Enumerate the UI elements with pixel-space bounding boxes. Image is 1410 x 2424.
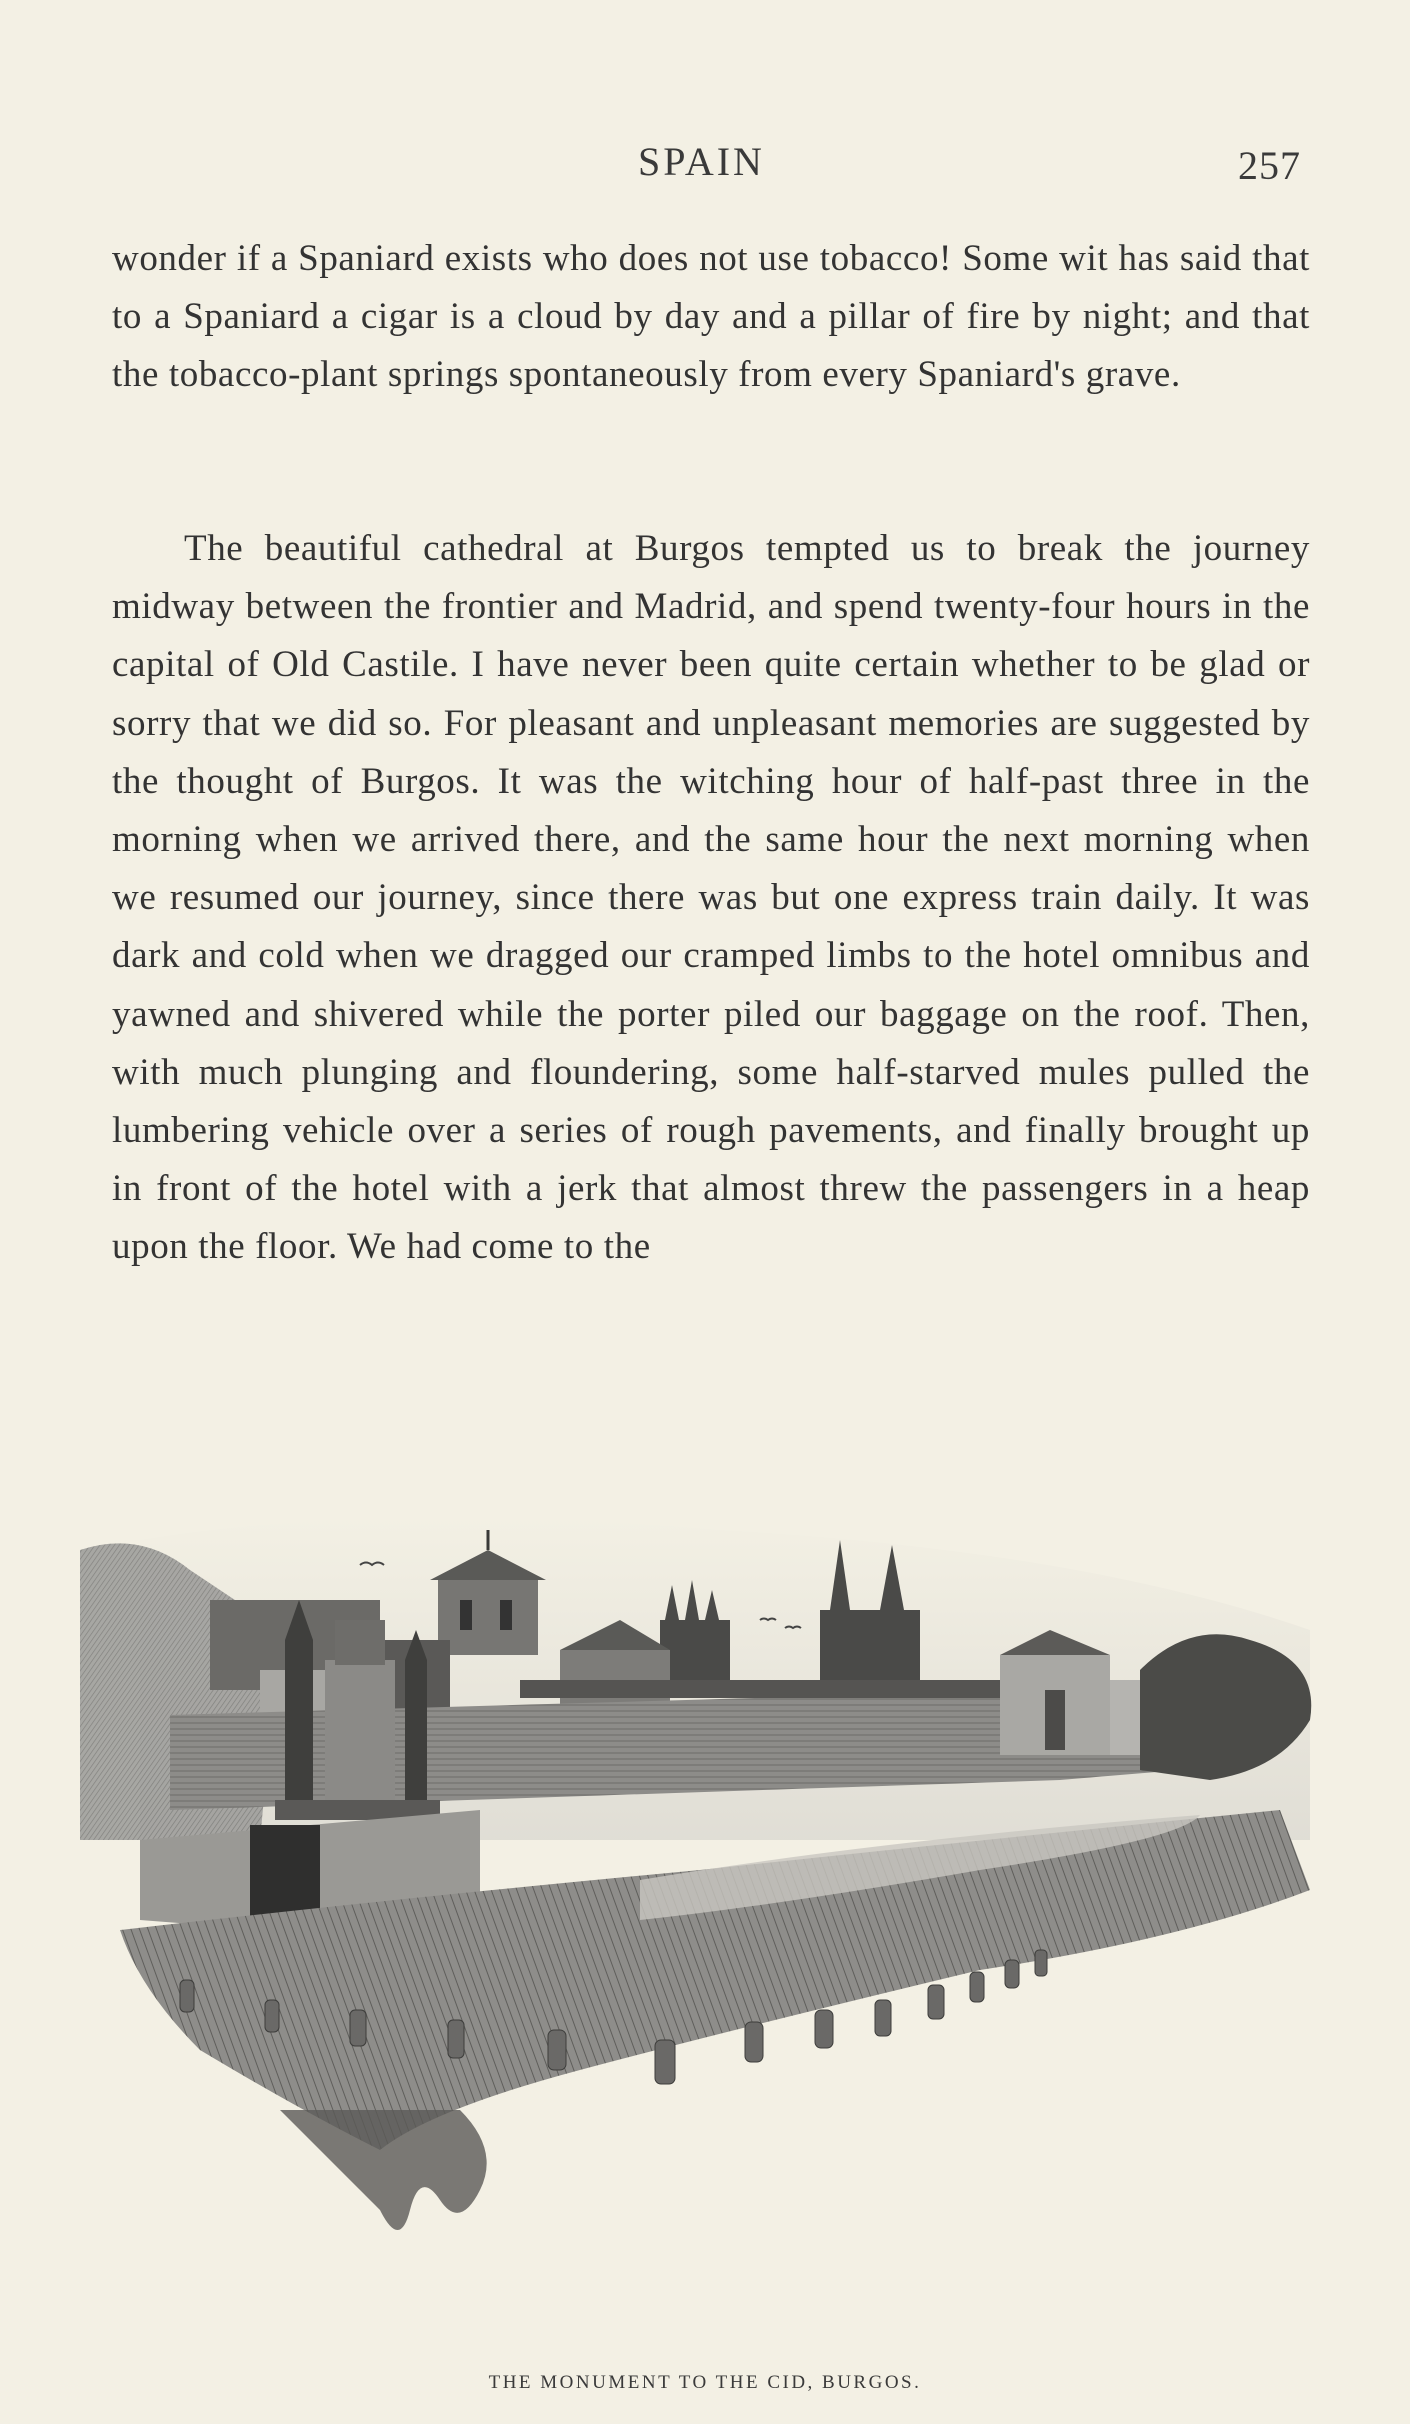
- cid-monument: [275, 1600, 440, 1820]
- figure-caption: THE MONUMENT TO THE CID, BURGOS.: [488, 2372, 922, 2393]
- running-head: [0, 138, 1410, 188]
- foreground-weeds: [280, 2110, 487, 2230]
- wall-coping: [520, 1680, 1060, 1698]
- paragraph-continuation: [112, 230, 1310, 405]
- paragraph-text: wonder if a Spaniard exists who does not use tobacco! Some wit has said that to a Spaniard a cigar is a cloud by day and a pillar of fire by night; and that the tobacco-plant springs spontaneously from every Spaniard's grave.: [112, 238, 1310, 396]
- page-number: 257: [1238, 143, 1301, 188]
- engraving-illustration: [80, 1510, 1350, 2350]
- paragraph-burgos: [112, 520, 1310, 1277]
- paragraph-text: The beautiful cathedral at Burgos tempted us to break the journey midway between the frontier and Madrid, and spend twenty-four hours in the capital of Old Castile. I have never been quite certain whether to be glad or sorry that we did so. For pleasant and unpleasant memories are suggested by the thought of Burgos. It was the witching hour of half-past three in the morning when we arrived there, and the same hour the next morning when we resumed our journey, since there was but one express train daily. It was dark and cold when we dragged our cramped limbs to the hotel omnibus and yawned and shivered while the porter piled our baggage on the roof. Then, with much plunging and floundering, some half-starved mules pulled the lumbering vehicle over a series of rough pavements, and finally brought up in front of the hotel with a jerk that almost threw the passengers in a heap upon the floor. We had come to the: [112, 528, 1310, 1268]
- running-title: SPAIN: [638, 139, 765, 184]
- illustration-monument-to-the-cid: [80, 1510, 1350, 2350]
